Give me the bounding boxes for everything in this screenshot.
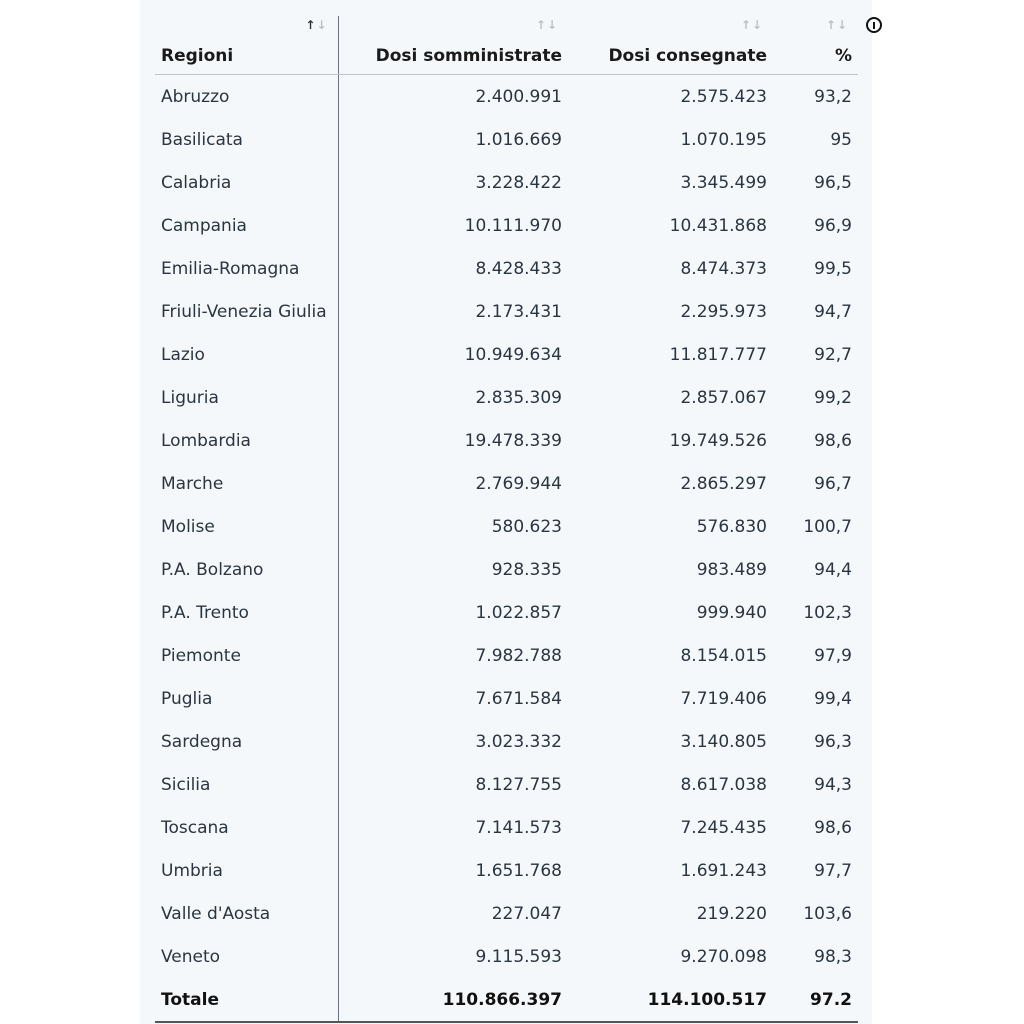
cell-region: Valle d'Aosta (155, 892, 338, 935)
table-row (155, 935, 858, 978)
cell-region: Basilicata (155, 118, 338, 161)
cell-percent: 99,4 (814, 688, 852, 709)
vaccine-doses-table-container (155, 16, 858, 1023)
cell-region: Umbria (155, 849, 338, 892)
sort-arrows-icon[interactable]: ↑↓ (305, 18, 328, 32)
table-row (155, 204, 858, 247)
cell-administered: 7.982.788 (475, 645, 562, 666)
table-row (155, 677, 858, 720)
cell-administered: 2.769.944 (475, 473, 562, 494)
cell-region: Friuli-Venezia Giulia (155, 290, 338, 333)
cell-percent: 103,6 (803, 903, 852, 924)
cell-administered: 580.623 (491, 516, 562, 537)
cell-region: Toscana (155, 806, 338, 849)
cell-percent: 94,4 (814, 559, 852, 580)
column-header-administered[interactable] (338, 16, 568, 75)
column-header-percent[interactable] (773, 16, 858, 75)
cell-percent: 102,3 (803, 602, 852, 623)
cell-total-label: Totale (155, 978, 338, 1022)
cell-delivered: 8.617.038 (680, 774, 767, 795)
table-row (155, 849, 858, 892)
header-row (155, 16, 858, 75)
cell-region: Puglia (155, 677, 338, 720)
cell-administered: 3.023.332 (475, 731, 562, 752)
cell-delivered: 2.865.297 (680, 473, 767, 494)
cell-delivered: 2.857.067 (680, 387, 767, 408)
cell-percent: 93,2 (814, 86, 852, 107)
table-row (155, 75, 858, 119)
column-header-delivered[interactable] (568, 16, 773, 75)
cell-region: Sardegna (155, 720, 338, 763)
table-row (155, 376, 858, 419)
cell-administered: 3.228.422 (475, 172, 562, 193)
cell-percent: 99,5 (814, 258, 852, 279)
table-body (155, 75, 858, 1023)
cell-administered: 7.141.573 (475, 817, 562, 838)
cell-region: Lombardia (155, 419, 338, 462)
cell-administered: 2.173.431 (475, 301, 562, 322)
cell-percent: 96,5 (814, 172, 852, 193)
cell-administered: 227.047 (491, 903, 562, 924)
cell-administered: 8.428.433 (475, 258, 562, 279)
table-row (155, 247, 858, 290)
table-row (155, 333, 858, 376)
cell-percent: 94,3 (814, 774, 852, 795)
cell-delivered: 2.575.423 (680, 86, 767, 107)
cell-delivered: 3.140.805 (680, 731, 767, 752)
table-row (155, 462, 858, 505)
cell-percent: 96,7 (814, 473, 852, 494)
column-header-label: Dosi consegnate (608, 46, 767, 66)
info-icon[interactable] (866, 17, 882, 33)
cell-region: Sicilia (155, 763, 338, 806)
cell-region: Lazio (155, 333, 338, 376)
cell-region: Campania (155, 204, 338, 247)
cell-region: Molise (155, 505, 338, 548)
cell-percent: 96,3 (814, 731, 852, 752)
cell-delivered: 7.245.435 (680, 817, 767, 838)
cell-delivered: 2.295.973 (680, 301, 767, 322)
cell-administered: 2.835.309 (475, 387, 562, 408)
table-row (155, 290, 858, 333)
cell-delivered: 7.719.406 (680, 688, 767, 709)
cell-percent: 98,6 (814, 430, 852, 451)
table-row (155, 892, 858, 935)
table-row (155, 720, 858, 763)
cell-percent: 100,7 (803, 516, 852, 537)
cell-administered: 7.671.584 (475, 688, 562, 709)
cell-delivered: 19.749.526 (669, 430, 767, 451)
cell-administered: 10.949.634 (464, 344, 562, 365)
table-header (155, 16, 858, 75)
table-row (155, 505, 858, 548)
cell-delivered: 576.830 (696, 516, 767, 537)
table-row (155, 634, 858, 677)
table-row (155, 548, 858, 591)
cell-delivered: 10.431.868 (669, 215, 767, 236)
cell-region: Piemonte (155, 634, 338, 677)
cell-percent: 92,7 (814, 344, 852, 365)
cell-delivered: 1.070.195 (680, 129, 767, 150)
column-header-region[interactable] (155, 16, 338, 75)
cell-region: Marche (155, 462, 338, 505)
cell-delivered: 11.817.777 (669, 344, 767, 365)
cell-administered: 2.400.991 (475, 86, 562, 107)
cell-administered: 1.022.857 (475, 602, 562, 623)
vaccine-doses-table (155, 16, 858, 1023)
cell-delivered: 8.154.015 (680, 645, 767, 666)
cell-percent: 94,7 (814, 301, 852, 322)
sort-arrows-icon[interactable]: ↑↓ (825, 18, 848, 32)
cell-percent: 95 (830, 129, 852, 150)
cell-region: Calabria (155, 161, 338, 204)
cell-region: Abruzzo (155, 75, 338, 119)
cell-total-percent: 97.2 (773, 978, 858, 1022)
table-row (155, 118, 858, 161)
sort-arrows-icon[interactable]: ↑↓ (740, 18, 763, 32)
cell-administered: 1.016.669 (475, 129, 562, 150)
cell-region: P.A. Trento (155, 591, 338, 634)
cell-percent: 97,7 (814, 860, 852, 881)
table-row (155, 591, 858, 634)
table-row (155, 419, 858, 462)
cell-delivered: 1.691.243 (680, 860, 767, 881)
table-row (155, 763, 858, 806)
cell-percent: 98,6 (814, 817, 852, 838)
cell-percent: 96,9 (814, 215, 852, 236)
cell-delivered: 9.270.098 (680, 946, 767, 967)
cell-administered: 8.127.755 (475, 774, 562, 795)
cell-administered: 19.478.339 (464, 430, 562, 451)
cell-delivered: 3.345.499 (680, 172, 767, 193)
cell-administered: 10.111.970 (464, 215, 562, 236)
total-row (155, 978, 858, 1022)
cell-region: Veneto (155, 935, 338, 978)
cell-delivered: 8.474.373 (680, 258, 767, 279)
cell-delivered: 983.489 (696, 559, 767, 580)
table-row (155, 806, 858, 849)
cell-region: Emilia-Romagna (155, 247, 338, 290)
cell-percent: 98,3 (814, 946, 852, 967)
cell-percent: 97,9 (814, 645, 852, 666)
cell-region: Liguria (155, 376, 338, 419)
cell-region: P.A. Bolzano (155, 548, 338, 591)
cell-administered: 1.651.768 (475, 860, 562, 881)
column-header-label: Regioni (161, 46, 234, 66)
table-row (155, 161, 858, 204)
column-header-label: Dosi somministrate (375, 46, 562, 66)
cell-percent: 99,2 (814, 387, 852, 408)
column-header-label: % (834, 46, 852, 66)
cell-total-delivered: 114.100.517 (568, 978, 773, 1022)
cell-delivered: 219.220 (696, 903, 767, 924)
cell-administered: 9.115.593 (475, 946, 562, 967)
sort-arrows-icon[interactable]: ↑↓ (535, 18, 558, 32)
cell-administered: 928.335 (491, 559, 562, 580)
cell-delivered: 999.940 (696, 602, 767, 623)
cell-total-administered: 110.866.397 (338, 978, 568, 1022)
